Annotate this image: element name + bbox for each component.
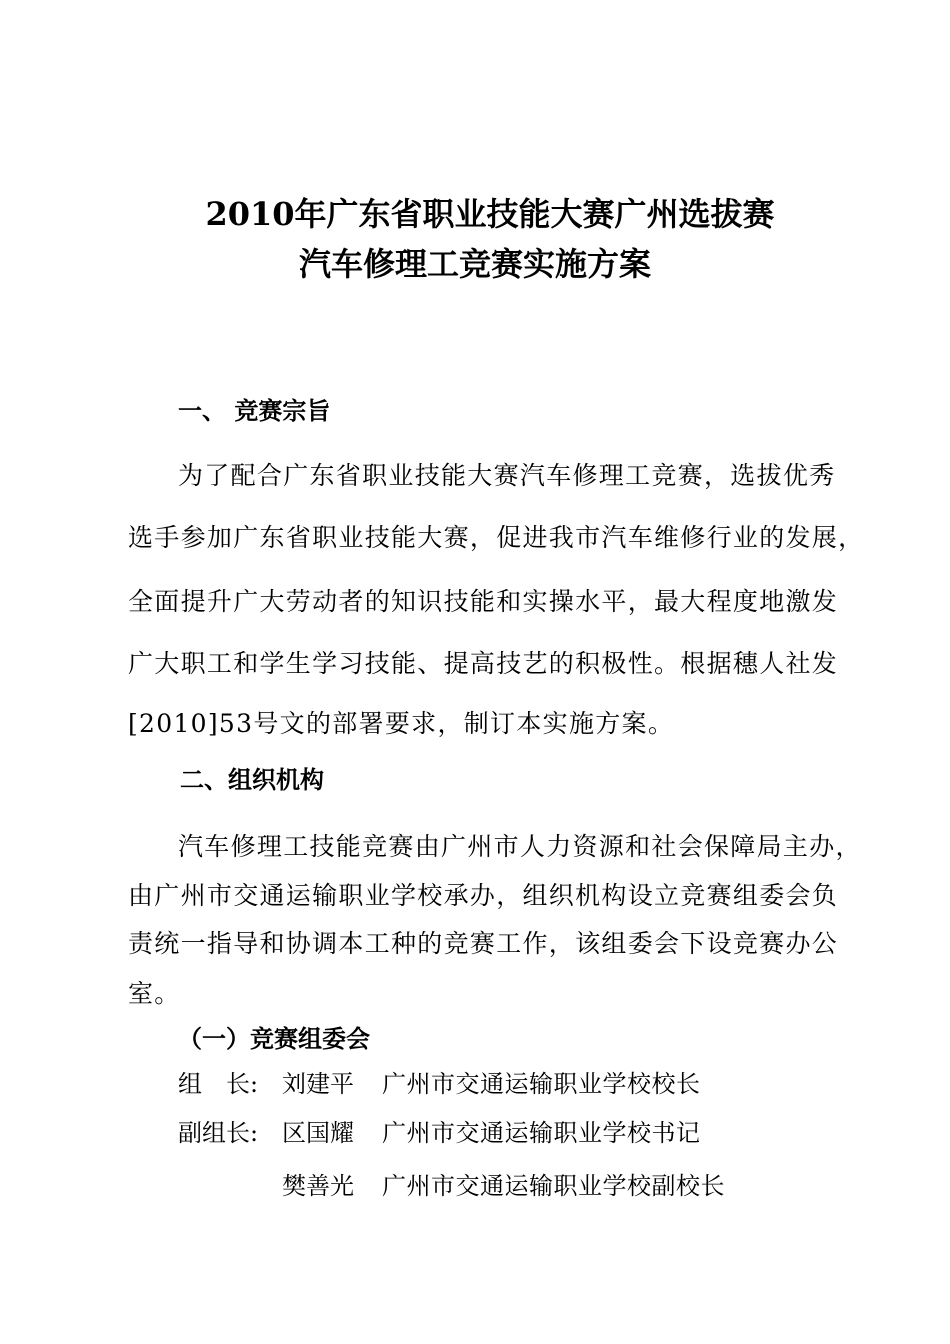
member-affiliation: 广州市交通运输职业学校书记: [382, 1119, 701, 1147]
section-heading-organization: 二、组织机构: [180, 766, 324, 794]
paragraph-line: 广大职工和学生学习技能、提高技艺的积极性。根据穗人社发: [128, 649, 839, 678]
document-title-line-2: 汽车修理工竞赛实施方案: [298, 245, 651, 283]
document-title-line-1: 2010年广东省职业技能大赛广州选拔赛: [205, 195, 775, 233]
member-role: 组 长:: [178, 1070, 259, 1098]
paragraph-line: [2010]53号文的部署要求，制订本实施方案。: [128, 709, 675, 738]
section-heading-purpose: 一、 竞赛宗旨: [178, 397, 331, 425]
member-name: 刘建平: [282, 1070, 354, 1098]
member-name: 樊善光: [282, 1172, 354, 1200]
paragraph-line: 为了配合广东省职业技能大赛汽车修理工竞赛，选拔优秀: [178, 461, 836, 490]
paragraph-line: 全面提升广大劳动者的知识技能和实操水平，最大程度地激发: [128, 587, 839, 616]
paragraph-line: 选手参加广东省职业技能大赛，促进我市汽车维修行业的发展，: [128, 523, 865, 552]
paragraph-line: 责统一指导和协调本工种的竞赛工作，该组委会下设竞赛办公: [128, 929, 839, 958]
paragraph-line: 室。: [128, 979, 181, 1008]
member-name: 区国耀: [282, 1119, 354, 1147]
paragraph-line: 由广州市交通运输职业学校承办，组织机构设立竞赛组委会负: [128, 881, 839, 910]
paragraph-line: 汽车修理工技能竞赛由广州市人力资源和社会保障局主办，: [178, 832, 862, 861]
subsection-heading-committee: （一）竞赛组委会: [178, 1025, 370, 1053]
member-affiliation: 广州市交通运输职业学校副校长: [382, 1172, 725, 1200]
member-role: 副组长:: [178, 1119, 259, 1147]
member-affiliation: 广州市交通运输职业学校校长: [382, 1070, 701, 1098]
